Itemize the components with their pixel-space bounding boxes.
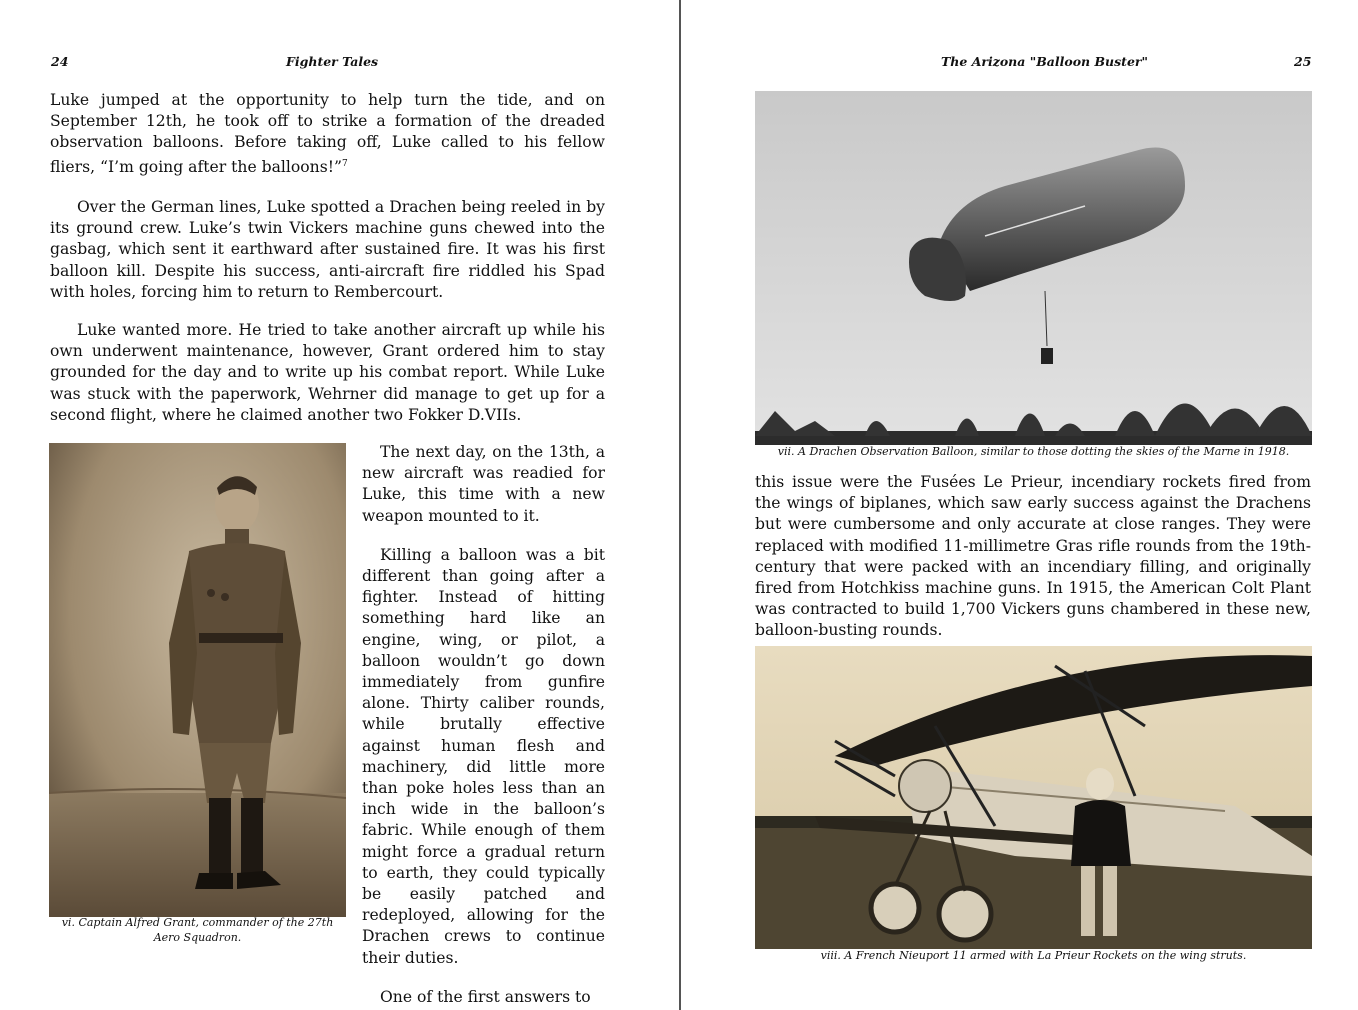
paragraph: Luke wanted more. He tried to take another aircraft up while his own underwent maintenance, however, Grant ordered him to stay grounded for the day and to write up his combat report. While Luke was stuck with the paperwork, Wehrner did manage to get up for a second flight, where he claimed another two Fokker D.VIIs.: [50, 321, 605, 424]
paragraph: Luke jumped at the opportunity to help turn the tide, and on September 12th, he took off to strike a formation of the dreaded observation balloons. Before taking off, Luke called to his fellow fliers, “I’m going after the balloons!”$^7$: [50, 91, 605, 176]
running-head: The Arizona "Balloon Buster": [941, 54, 1149, 69]
page-number: 24: [51, 54, 69, 69]
text-block-column: [362, 442, 605, 1008]
paragraph: Killing a balloon was a bit different than going after a fighter. Instead of hitting something hard like an engine, wing, or pilot, a balloon wouldn’t go down immediately from gunfire alone. Thirty caliber rounds, while brutally effective against human flesh and machinery, did little more than poke holes less than an inch wide in the balloon’s fabric. While enough of them might force a gradual return to earth, they could typically be easily patched and redeployed, allowing for the Drachen crews to continue their duties.: [362, 545, 605, 967]
text-block-top: [50, 90, 605, 426]
paragraph: Over the German lines, Luke spotted a Drachen being reeled in by its ground crew. Luke’s twin Vickers machine guns chewed into the gasbag, which sent it earthward after sustained fire. It was his first balloon kill. Despite his success, anti-aircraft fire riddled his Spad with holes, forcing him to return to Rembercourt.: [50, 198, 605, 301]
figure-caption: vii. A Drachen Observation Balloon, similar to those dotting the skies of the Marne in 1918.: [777, 445, 1290, 458]
figure-caption: vi. Captain Alfred Grant, commander of the 27th Aero Squadron.: [61, 916, 334, 944]
paragraph: The next day, on the 13th, a new aircraft was readied for Luke, this time with a new weapon mounted to it.: [362, 443, 605, 525]
text-block: [755, 472, 1311, 642]
page-number: 25: [1294, 54, 1312, 69]
running-head: Fighter Tales: [286, 54, 379, 69]
right-page: [681, 0, 1358, 1010]
paragraph: this issue were the Fusées Le Prieur, incendiary rockets fired from the wings of biplanes, which saw early success against the Drachens but were cumbersome and only accurate at close ranges. They were replaced with modified 11-millimetre Gras rifle rounds from the 19th-century that were packed with an incendiary filling, and originally fired from Hotchkiss machine guns. In 1915, the American Colt Plant was contracted to build 1,700 Vickers guns chambered in these new, balloon-busting rounds.: [755, 473, 1311, 640]
footnote-ref: 7: [341, 158, 348, 169]
portrait-photo: [49, 443, 346, 917]
balloon-photo: [755, 91, 1312, 445]
biplane-photo: [755, 646, 1312, 949]
paragraph: One of the first answers to: [380, 987, 591, 1006]
figure-caption: viii. A French Nieuport 11 armed with La Prieur Rockets on the wing struts.: [820, 949, 1247, 962]
